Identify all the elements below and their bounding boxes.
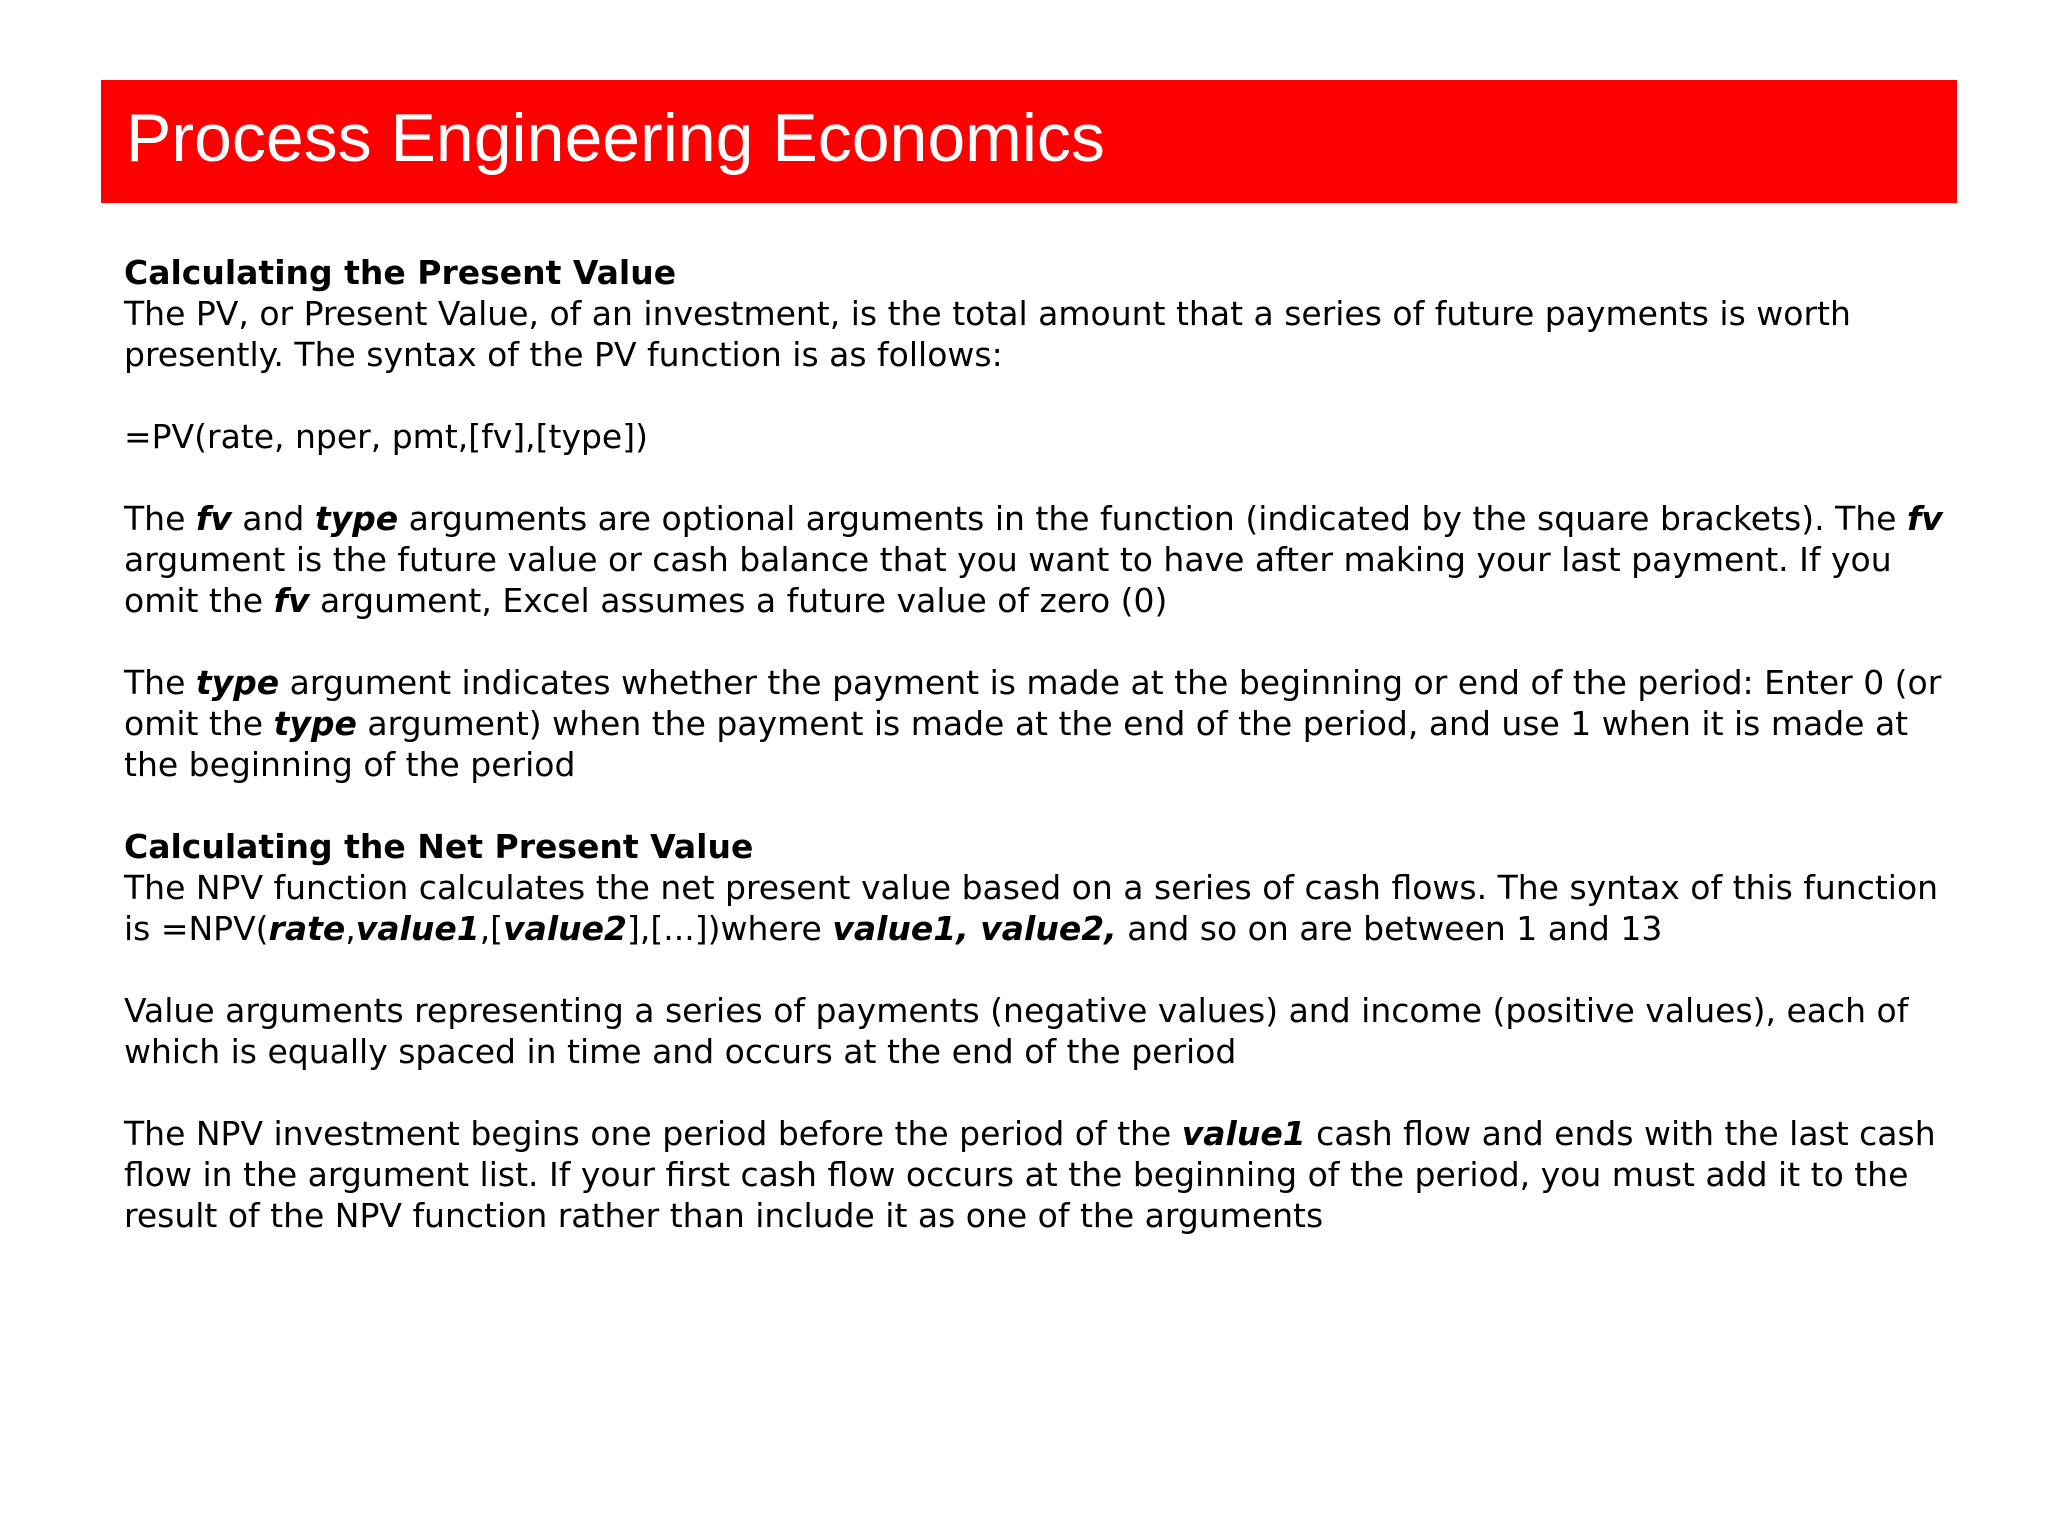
text-run: The NPV function calculates the net present value based on a series of cash flows. The syntax of this function is =NPV( xyxy=(124,868,1939,948)
type-term: type xyxy=(314,499,399,538)
npv-heading: Calculating the Net Present Value xyxy=(124,827,754,866)
value2-term: value2 xyxy=(503,909,627,948)
pv-optional-args-paragraph xyxy=(124,498,1944,621)
value1-term: value1 xyxy=(1181,1114,1306,1153)
text-run: cash flow and ends with the last cash flow in the argument list. If your first cash flow occurs at the beginning of the period, you must add it to the result of the NPV function rather than include it as one of the arguments xyxy=(124,1114,1936,1235)
pv-heading: Calculating the Present Value xyxy=(124,253,677,292)
npv-begin-paragraph xyxy=(124,1113,1944,1236)
text-run: and xyxy=(231,499,315,538)
values-term: value1, value2, xyxy=(832,909,1117,948)
title-bar xyxy=(101,80,1957,203)
text-run: and so on are between 1 and 13 xyxy=(1116,909,1663,948)
pv-type-paragraph xyxy=(124,662,1944,785)
text-run: ],[...])where xyxy=(627,909,833,948)
text-run: The NPV investment begins one period before the period of the xyxy=(124,1114,1182,1153)
spacer xyxy=(124,375,1944,416)
text-run: The xyxy=(124,663,196,702)
pv-intro: The PV, or Present Value, of an investment, is the total amount that a series of future payments is worth presently. The syntax of the PV function is as follows: xyxy=(124,294,1851,374)
rate-term: rate xyxy=(268,909,346,948)
text-run: arguments are optional arguments in the function (indicated by the square brackets). The xyxy=(398,499,1907,538)
pv-syntax: =PV(rate, nper, pmt,[fv],[type]) xyxy=(124,417,648,456)
type-term: type xyxy=(195,663,280,702)
text-run: ,[ xyxy=(479,909,504,948)
slide-title: Process Engineering Economics xyxy=(126,100,1105,176)
npv-intro xyxy=(124,867,1944,949)
fv-term: fv xyxy=(195,499,232,538)
spacer xyxy=(124,457,1944,498)
type-term: type xyxy=(273,704,357,743)
spacer xyxy=(124,621,1944,662)
slide-content xyxy=(124,252,1944,1236)
fv-term: fv xyxy=(273,581,310,620)
value1-term: value1 xyxy=(355,909,480,948)
fv-term: fv xyxy=(1906,499,1943,538)
text-run: argument, Excel assumes a future value of zero (0) xyxy=(309,581,1168,620)
spacer xyxy=(124,1072,1944,1113)
text-run: , xyxy=(345,909,356,948)
text-run: The xyxy=(124,499,196,538)
text-run: argument) when the payment is made at the end of the period, and use 1 when it is made at the beginning of the period xyxy=(124,704,1909,784)
npv-values-paragraph: Value arguments representing a series of payments (negative values) and income (positive values), each of which is equally spaced in time and occurs at the end of the period xyxy=(124,991,1909,1071)
text-run: argument is the future value or cash balance that you want to have after making your last payment. If you omit the xyxy=(124,540,1892,620)
text-run: argument indicates whether the payment is made at the beginning or end of the period: Enter 0 (or omit the xyxy=(124,663,1942,743)
spacer xyxy=(124,949,1944,990)
spacer xyxy=(124,785,1944,826)
